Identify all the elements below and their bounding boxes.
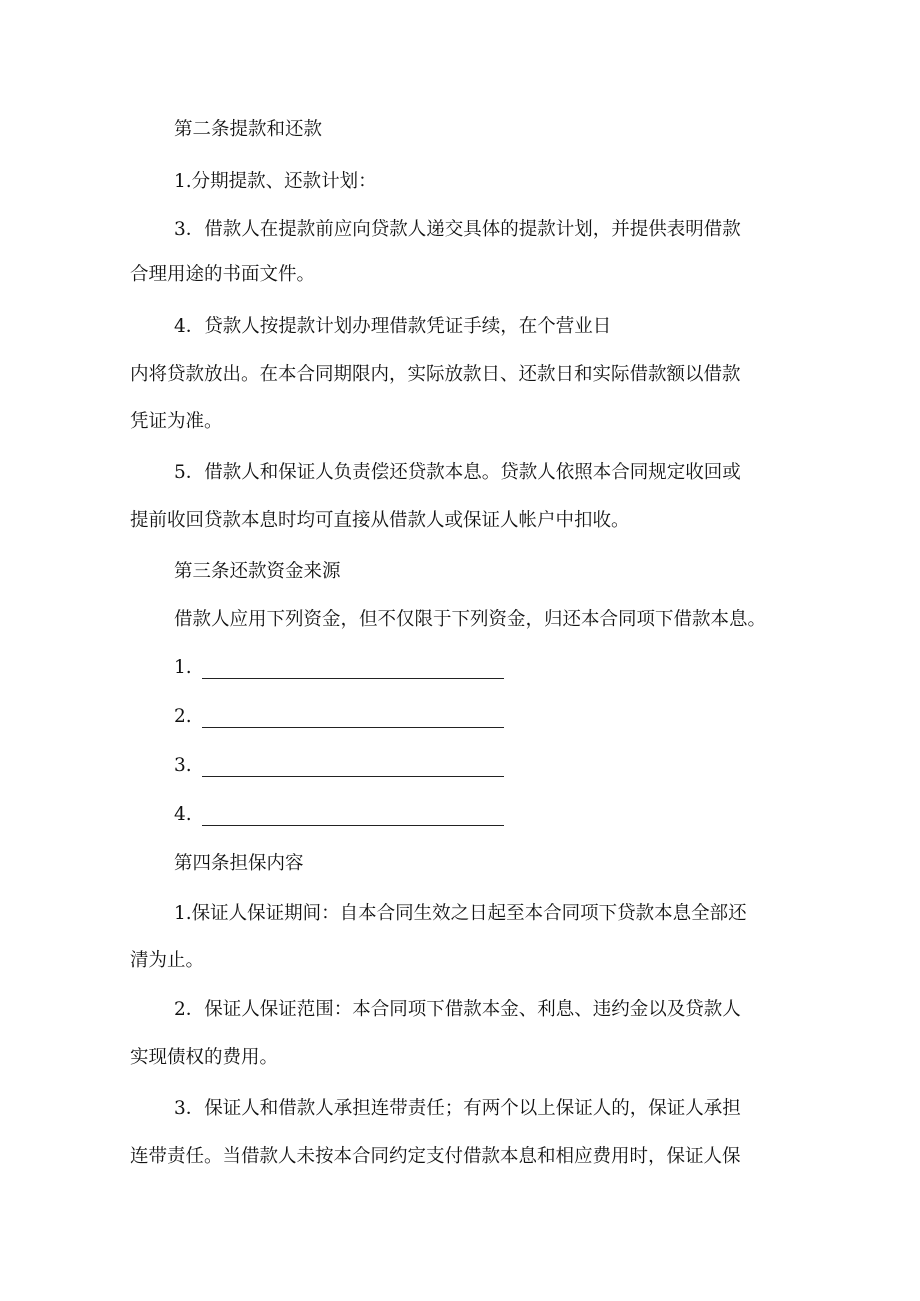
article-4-heading: 第四条担保内容 (174, 853, 304, 874)
blank-number: 2. (174, 706, 192, 727)
clause-3-text-line-1: 3．借款人在提款前应向贷款人递交具体的提款计划，并提供表明借款 (174, 219, 741, 240)
guarantee-clause-3-line-2: 连带责任。当借款人未按本合同约定支付借款本息和相应费用时，保证人保 (130, 1146, 741, 1167)
article-2-heading: 第二条提款和还款 (174, 119, 323, 140)
fill-in-blank-2 (174, 705, 514, 729)
fill-in-blank-1 (174, 656, 514, 680)
blank-number: 3. (174, 755, 192, 776)
clause-5-text-line-1: 5．借款人和保证人负责偿还贷款本息。贷款人依照本合同规定收回或 (174, 462, 741, 483)
clause-1-text: 1.分期提款、还款计划： (174, 171, 377, 192)
blank-number: 1. (174, 657, 192, 678)
guarantee-clause-1-line-2: 清为止。 (130, 950, 205, 971)
clause-4-text-line-2: 内将贷款放出。在本合同期限内，实际放款日、还款日和实际借款额以借款 (130, 364, 741, 385)
blank-underline (202, 776, 504, 777)
blank-underline (202, 678, 504, 679)
guarantee-clause-3-line-1: 3．保证人和借款人承担连带责任；有两个以上保证人的，保证人承担 (174, 1098, 741, 1119)
guarantee-clause-2-line-1: 2．保证人保证范围：本合同项下借款本金、利息、违约金以及贷款人 (174, 999, 741, 1020)
blank-number: 4. (174, 804, 192, 825)
article-3-heading: 第三条还款资金来源 (174, 561, 341, 582)
fill-in-blank-3 (174, 754, 514, 778)
clause-4-text-line-3: 凭证为准。 (130, 411, 223, 432)
guarantee-clause-2-line-2: 实现债权的费用。 (130, 1047, 279, 1068)
fill-in-blank-4 (174, 803, 514, 827)
clause-3-text-line-2: 合理用途的书面文件。 (130, 264, 316, 285)
clause-5-text-line-2: 提前收回贷款本息时均可直接从借款人或保证人帐户中扣收。 (130, 510, 630, 531)
article-3-intro: 借款人应用下列资金，但不仅限于下列资金，归还本合同项下借款本息。 (174, 609, 767, 630)
blank-underline (202, 825, 504, 826)
clause-4-text-line-1: 4．贷款人按提款计划办理借款凭证手续，在个营业日 (174, 316, 612, 337)
guarantee-clause-1-line-1: 1.保证人保证期间：自本合同生效之日起至本合同项下贷款本息全部还 (174, 903, 747, 924)
blank-underline (202, 727, 504, 728)
